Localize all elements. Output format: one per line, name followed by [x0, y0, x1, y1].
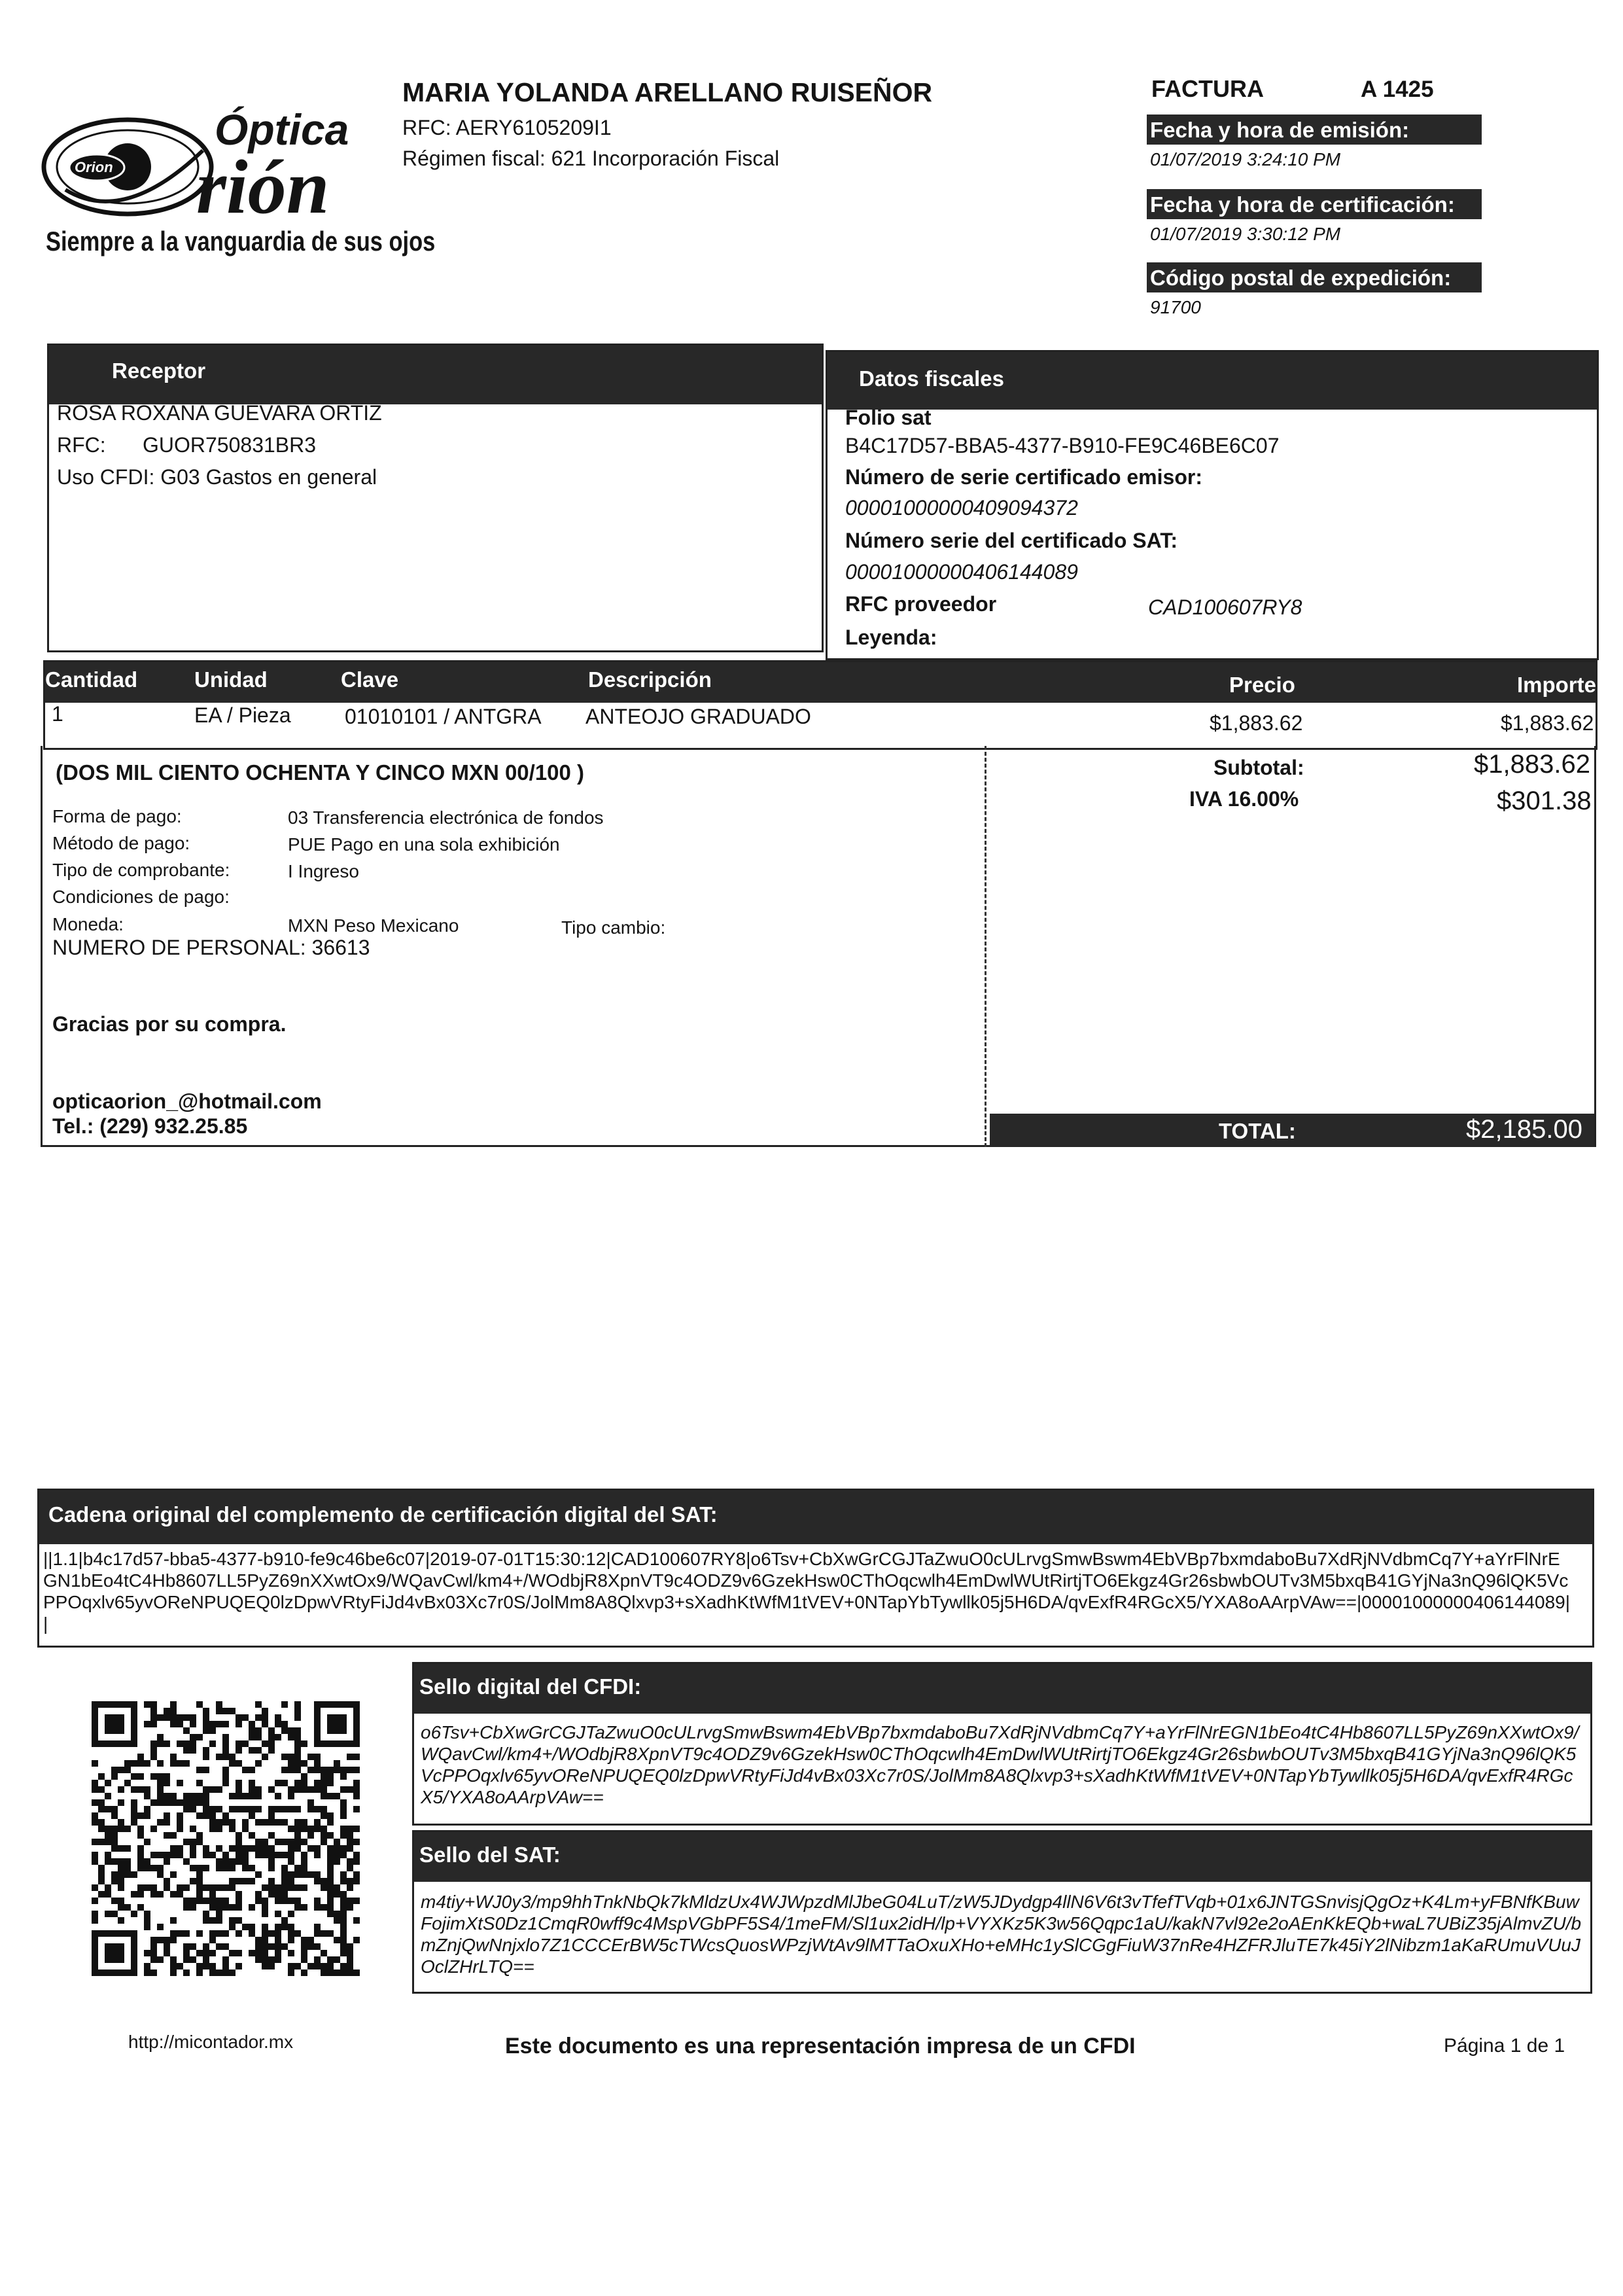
postal-code-header: Código postal de expedición:: [1147, 262, 1482, 292]
row-precio: $1,883.62: [1210, 711, 1303, 735]
metodo-pago-label: Método de pago:: [52, 833, 190, 853]
rfc-proveedor-value: CAD100607RY8: [1148, 595, 1302, 619]
tipo-cambio-label: Tipo cambio:: [561, 917, 666, 938]
receptor-uso-cfdi: Uso CFDI: G03 Gastos en general: [57, 465, 377, 489]
amount-in-words: (DOS MIL CIENTO OCHENTA Y CINCO MXN 00/100 ): [56, 760, 585, 785]
dashed-divider: [985, 746, 986, 1147]
col-importe: Importe: [1517, 673, 1597, 697]
invoice-type-label: FACTURA: [1151, 75, 1264, 102]
fiscal-data-title: Datos fiscales: [828, 352, 1597, 410]
iva-value: $301.38: [1497, 786, 1592, 815]
receptor-title: Receptor: [49, 345, 822, 404]
sello-sat-text: m4tiy+WJ0y3/mp9hhTnkNbQk7kMldzUx4WJWpzdMlJbeG04LuT/zW5JDydgp4llN6V6t3vTfefTVqb+01x6JNTGSnvisjQgOz+K4Lm+yFBNfKBuwFojimXtS0Dz1CmqR0wff9c4MspVGbPF5S4/1meFM/Sl1ux2idH/lp+VYXKz5K3w56Qqpc1aU/kakN7vl92e2oAEnKkEQb+waL7UBiZ35jAlmvZU/bmZnjQwNnjxlo7Z1CCCErBW5cTWcsQuosWPzjWtAv9lMTTaOxuXHo+eMHc1ySlCGgFiuW37nRe4HZFRJluTE7k45iY2lNibzm1aKaRUmuVUuJOclZHrLTQ==: [421, 1892, 1582, 1977]
logo-badge-text: Orion: [75, 159, 113, 175]
certification-date-header: Fecha y hora de certificación:: [1147, 189, 1482, 219]
certification-date-value: 01/07/2019 3:30:12 PM: [1150, 224, 1341, 244]
logo-word-orion: rión: [196, 144, 330, 230]
issuer-name: MARIA YOLANDA ARELLANO RUISEÑOR: [402, 77, 933, 107]
rfc-proveedor-label: RFC proveedor: [845, 592, 997, 616]
serie-emisor-value: 00001000000409094372: [845, 496, 1078, 520]
company-logo: [39, 92, 436, 268]
footer-website-link[interactable]: http://micontador.mx: [128, 2032, 294, 2052]
receptor-section: [47, 344, 824, 652]
issuer-rfc: RFC: AERY6105209I1: [402, 116, 612, 139]
emission-date-value: 01/07/2019 3:24:10 PM: [1150, 149, 1341, 169]
sello-cfdi-title: Sello digital del CFDI:: [414, 1664, 1590, 1714]
tipo-comprobante-value: I Ingreso: [288, 861, 359, 881]
folio-sat-label: Folio sat: [845, 406, 932, 429]
row-clave: 01010101 / ANTGRA: [345, 705, 542, 728]
row-descripcion: ANTEOJO GRADUADO: [585, 705, 811, 728]
moneda-value: MXN Peso Mexicano: [288, 915, 459, 936]
invoice-number: A 1425: [1361, 77, 1434, 102]
items-table: [43, 660, 1597, 750]
metodo-pago-value: PUE Pago en una sola exhibición: [288, 834, 560, 855]
cadena-original-title: Cadena original del complemento de certificación digital del SAT:: [39, 1491, 1592, 1544]
sello-cfdi-section: [412, 1662, 1592, 1826]
tipo-comprobante-label: Tipo de comprobante:: [52, 860, 230, 880]
logo-word-optica: Óptica: [215, 105, 349, 154]
sello-sat-title: Sello del SAT:: [414, 1832, 1590, 1882]
sello-cfdi-text: o6Tsv+CbXwGrCGJTaZwuO0cULrvgSmwBswm4EbVBp7bxmdaboBu7XdRjNVdbmCq7Y+aYrFlNrEGN1bEo4tC4Hb8607LL5PyZ69nXXwtOx9/WQavCwl/km4+/WOdbjR8XpnVT9c4ODZ9v6GzekHsw0CThOqcwlh4EmDwlWUtRirtjTO6Ekgz4Gr26sbwbOUTv3M5bxqB41GYjNa3nQ96lQK5VcPPOqxlv65yvOReNPUQEQ0lzDpwVRtyFiJd4vBx03Xc7r0S/JolMm8A8Qlxvp3+sXadhKtWfM1tVEV+0NTapYbTywllk05j5H6DA/qvExfR4RGcX5/YXA8oAArpVAw==: [421, 1722, 1579, 1807]
receptor-name: ROSA ROXANA GUEVARA ORTIZ: [57, 401, 382, 425]
issuer-regimen: Régimen fiscal: 621 Incorporación Fiscal: [402, 147, 780, 170]
logo-slogan: Siempre a la vanguardia de sus ojos: [46, 226, 436, 256]
col-clave: Clave: [341, 667, 399, 692]
postal-code-value: 91700: [1150, 297, 1201, 317]
fiscal-data-section: [826, 350, 1599, 660]
leyenda-label: Leyenda:: [845, 626, 937, 649]
receptor-rfc-value: GUOR750831BR3: [143, 433, 317, 457]
iva-label: IVA 16.00%: [1189, 787, 1299, 811]
col-precio: Precio: [1229, 673, 1295, 697]
contact-phone: Tel.: (229) 932.25.85: [52, 1114, 248, 1138]
total-value: $2,185.00: [1466, 1115, 1582, 1144]
qr-code: [92, 1701, 360, 1976]
qr-code-graphic: [92, 1701, 360, 1976]
serie-sat-label: Número serie del certificado SAT:: [845, 529, 1178, 552]
subtotal-label: Subtotal:: [1213, 756, 1304, 779]
receptor-rfc-label: RFC:: [57, 433, 106, 457]
emission-date-header: Fecha y hora de emisión:: [1147, 115, 1482, 145]
numero-personal: NUMERO DE PERSONAL: 36613: [52, 936, 370, 959]
serie-sat-value: 00001000000406144089: [845, 560, 1078, 584]
col-cantidad: Cantidad: [45, 667, 138, 692]
footer-cfdi-notice: Este documento es una representación impresa de un CFDI: [505, 2034, 1136, 2058]
items-table-header: [45, 662, 1596, 703]
subtotal-value: $1,883.62: [1474, 750, 1590, 779]
footer-page-number: Página 1 de 1: [1444, 2035, 1565, 2057]
serie-emisor-label: Número de serie certificado emisor:: [845, 465, 1202, 489]
forma-pago-label: Forma de pago:: [52, 806, 182, 826]
logo-eye-icon: [39, 111, 216, 222]
row-cantidad: 1: [52, 702, 63, 726]
cadena-original-section: [37, 1489, 1594, 1648]
thanks-message: Gracias por su compra.: [52, 1012, 287, 1036]
row-unidad: EA / Pieza: [194, 703, 291, 727]
payment-totals-section: [41, 746, 1596, 1147]
row-importe: $1,883.62: [1501, 711, 1594, 735]
cadena-original-text: ||1.1|b4c17d57-bba5-4377-b910-fe9c46be6c07|2019-07-01T15:30:12|CAD100607RY8|o6Tsv+CbXwGrCGJTaZwuO0cULrvgSmwBswm4EbVBp7bxmdaboBu7XdRjNVdbmCq7Y+aYrFlNrEGN1bEo4tC4Hb8607LL5PyZ69nXXwtOx9/WQavCwl/km4+/WOdbjR8XpnVT9c4ODZ9v6GzekHsw0CThOqcwlh4EmDwlWUtRirtjTO6Ekgz4Gr26sbwbOUTv3M5bxqB41GYjNa3nQ96lQK5VcPPOqxlv65yvOReNPUQEQ0lzDpwVRtyFiJd4vBx03Xc7r0S/JolMm8A8Qlxvp3+sXadhKtWfM1tVEV+0NTapYbTywllk05j5H6DA/qvExfR4RGcX5/YXA8oAArpVAw==|00001000000406144089||: [43, 1549, 1570, 1634]
col-descripcion: Descripción: [588, 667, 712, 692]
col-unidad: Unidad: [194, 667, 268, 692]
sello-sat-section: [412, 1830, 1592, 1994]
condiciones-pago-label: Condiciones de pago:: [52, 887, 230, 907]
total-bar: [990, 1114, 1594, 1146]
folio-sat-value: B4C17D57-BBA5-4377-B910-FE9C46BE6C07: [845, 434, 1280, 457]
total-label: TOTAL:: [1219, 1119, 1296, 1143]
forma-pago-value: 03 Transferencia electrónica de fondos: [288, 807, 604, 828]
contact-email: opticaorion_@hotmail.com: [52, 1089, 322, 1113]
moneda-label: Moneda:: [52, 914, 124, 934]
